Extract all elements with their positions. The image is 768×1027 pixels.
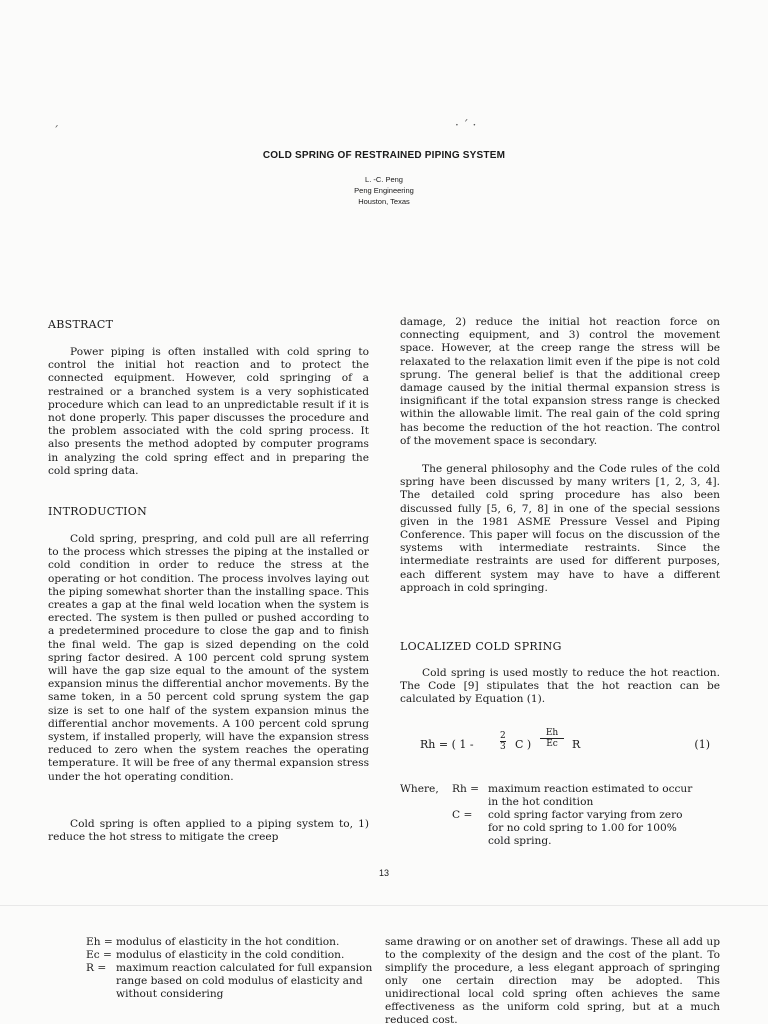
paper-title: COLD SPRING OF RESTRAINED PIPING SYSTEM (262, 150, 506, 161)
introduction-heading: INTRODUCTION (48, 505, 148, 518)
c-definition-cont: for no cold spring to 1.00 for 100% (488, 822, 677, 834)
abstract-heading: ABSTRACT (48, 318, 114, 331)
r-symbol: R = (86, 962, 107, 974)
rh-symbol: Rh = (452, 783, 480, 795)
next-page-paragraph: same drawing or on another set of drawings. These all add up to the complexity of the design and the cost of the plant. To simplify the procedure, a less elegant approach of springing only one certain direction may be adopted. This unidirectional local cold spring often achieves the same effectiveness as the uniform cold spring, but at a much reduced cost. (385, 936, 720, 1026)
body-paragraph-2: The general philosophy and the Code rules of the cold spring have been discussed by many writers [1, 2, 3, 4]. The detailed cold spring procedure has also been discussed fully [5, 6, 7, 8] in one of the special sessions given in the 1981 ASME Pressure Vessel and Piping Conference. This paper will focus on the discussion of the systems with intermediate restraints. Since the intermediate restraints are used for different purposes, each different system may have to have a different approach in cold springing. (400, 463, 720, 594)
equation-1 (420, 726, 710, 766)
eh-definition: modulus of elasticity in the hot condition. (116, 936, 340, 948)
symbol-definitions (86, 936, 376, 1001)
c-definition: cold spring factor varying from zero (488, 809, 683, 821)
equation-rhs: R (572, 738, 581, 751)
equation-lhs: Rh = ( 1 - (420, 738, 474, 751)
ec-symbol: Ec = (86, 949, 112, 961)
author-block (0, 174, 768, 207)
author-organization: Peng Engineering (354, 186, 414, 195)
scan-mark: ˊ (53, 124, 59, 138)
localized-cold-spring-heading: LOCALIZED COLD SPRING (400, 640, 562, 653)
r-definition: maximum reaction calculated for full expansion range based on cold modulus of elasticity and without considering (116, 962, 373, 1000)
rh-definition: maximum reaction estimated to occur (488, 783, 693, 795)
author-location: Houston, Texas (358, 197, 410, 206)
where-label: Where, (400, 783, 439, 795)
eh-symbol: Eh = (86, 936, 113, 948)
localized-paragraph: Cold spring is used mostly to reduce the hot reaction. The Code [9] stipulates that the hot reaction can be calculated by Equation (1). (400, 667, 720, 706)
introduction-paragraph-2: Cold spring is often applied to a piping system to, 1) reduce the hot stress to mitigate the creep (48, 818, 369, 844)
equation-modulus-ratio: Eh Ec (540, 728, 564, 749)
equation-fraction-2-3: 2 3 (500, 731, 506, 752)
abstract-text: Power piping is often installed with cold spring to control the initial hot reaction and to protect the connected equipment. However, cold springing of a restrained or a branched system is a very sophisticated procedure which can lead to an unpredictable result if it is not done properly. This paper discusses the procedure and the problem associated with the cold spring process. It also presents the method adopted by computer programs in analyzing the cold spring effect and in preparing the cold spring data. (48, 346, 369, 477)
body-paragraph: damage, 2) reduce the initial hot reaction force on connecting equipment, and 3) control the movement space. However, at the creep range the stress will be relaxated to the relaxation limit even if the pipe is not cold sprung. The general belief is that the additional creep damage caused by the initial thermal expansion stress is insignificant if the total expansion stress range is checked within the allowable limit. The real gain of the cold spring has become the reduction of the hot reaction. The control of the movement space is secondary. (400, 316, 720, 447)
introduction-paragraph: Cold spring, prespring, and cold pull are all referring to the process which stresses the piping at the installed or cold condition in order to reduce the stress at the operating or hot condition. The process involves laying out the piping somewhat shorter than the installing space. This creates a gap at the final weld location when the system is erected. The system is then pulled or pushed according to a predetermined procedure to close the gap and to finish the final weld. The gap is sized depending on the cold spring factor desired. A 100 percent cold sprung system will have the gap size equal to the amount of the system expansion minus the differential anchor movements. By the same token, in a 50 percent cold sprung system the gap size is set to one half of the system expansion minus the differential anchor movements. A 100 percent cold sprung system, if installed properly, will have the expansion stress reduced to zero when the system reaches the operating temperature. It will be free of any thermal expansion stress under the hot operating condition. (48, 533, 370, 783)
c-definition-end: cold spring. (488, 835, 552, 847)
where-definitions (400, 783, 720, 848)
page-divider (0, 905, 768, 906)
author-name: L. -C. Peng (365, 175, 403, 184)
page-number: 13 (378, 868, 389, 878)
c-symbol: C = (452, 809, 473, 821)
rh-definition-cont: in the hot condition (488, 796, 594, 808)
equation-mid: C ) (515, 738, 532, 751)
ec-definition: modulus of elasticity in the cold condition. (116, 949, 345, 961)
scan-mark: · ˊ · (455, 118, 477, 132)
equation-number: (1) (694, 738, 710, 751)
